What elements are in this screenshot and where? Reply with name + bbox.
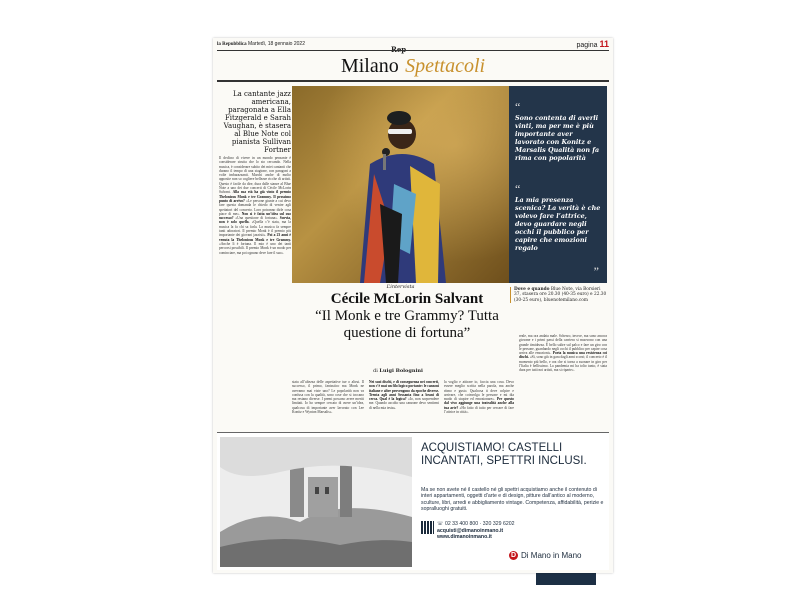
section-city: Milano [340,55,399,77]
page-number-label: pagina 11 [576,39,609,49]
castle-illustration-image [220,437,412,567]
ad-body: Ma se non avete né il castello né gli spettri acquistiamo anche il contenuto di interi appartamenti, oggetti d’arte e di design, pitture dall’antico al moderno, sculture, libri, arredi e abbigliamento vintage. Competenza, affidabilità, perizie e sopralluoghi gratuiti. [421,487,604,512]
newspaper-page [213,38,613,573]
ad-logo [509,551,581,560]
headline-name: Cécile McLorin Salvant [330,291,484,307]
ad-website[interactable]: www.dimanoinmano.it [437,534,492,540]
ad-phone-1[interactable]: 02 33 400 800 [444,521,479,527]
ad-logo-text: Di Mano in Mano [521,551,582,560]
phone-icon: ☏ [437,521,445,527]
section-title [213,53,613,78]
section-rule [217,80,609,82]
article-byline: di Luigi Bolognini [373,368,423,374]
quote-close-mark: ” [593,264,599,278]
article-column-5: reale, ma ora andata male. Scherzo, invece, ma sono ancora giovane e i primi passi della carriera si muovono con una grande timidezza. È bello salire sul palco e fare un giro con le persone, guardando negli occhi il pubblico per capire cosa arriva alle emozioni». Porta la musica una resistenza coi dischi. «Sì, sono già in gara dagli anni scorsi; il concerto è il momento più bello, e ora che si torna a suonare in giro per l’Italia è bellissimo. La pandemia mi ha tolto tanto, è stata dura per tutti noi artisti, ma si riparte». [519,334,608,373]
article-column-2: stata all’altezza delle aspettative tue o altrui. Il successo, il primo, fantastico ma Monk ne avevamo mai viste uno? Le popolarità non va confusa con la qualità, sono cose che si toccano ma restano diverse. I premi possono avere meriti limitati. Io ho sempre cercato di avere un’idea, qualcosa di importante aver lavorato con Lee Konitz e Wynton Marsalis». [292,380,364,415]
masthead-brand: la Repubblica [217,42,247,47]
masthead-date: Martedì, 18 gennaio 2022 [247,41,305,47]
intro-summary: La cantante jazz americana, paragonata a Ella Fitzgerald e Sarah Vaughan, è stasera al Blue Note col pianista Sullivan Fortner [223,90,291,154]
ad-contacts: ☏ 02 33 400 800 · 320 329 6202 acquisti@dimanoinmano.it www.dimanoinmano.it [437,521,515,540]
article-kicker: L’intervista [386,284,415,290]
quote-open-mark: “ [515,100,521,114]
pull-quote-1: Sono contenta di averli vinti, ma per me è più importante aver lavorato con Konitz e Marsalis Qualità non fa rima con popolarità [515,114,600,162]
event-infobox [510,287,608,303]
article-headline [292,290,522,342]
logo-mark-icon: D [510,552,517,560]
article-column-4: la voglio e attirare io, faccia una cosa. Devo essere meglio scritta nella parola, ma anche ritmo e gusto. Qualcosa ti deve colpire e arrivare, che coinvolga le persone e mi dia modo di stupire ed emozionare». Per questo dal vivo aggiunge una teatralità anche alla tua arte? «Ho fatto di tutto per cercare di fare l’attrice in città». [444,380,514,415]
article-column-1: Il declino di vivere in un mondo pensante è considerare strutta che lo sto cercando. Nella musica, è considerare subito dei miei cantanti che durano il tempo di una stagione, con paragoni a volte imbarazzanti. Marchi anche di molto apposite non so cogliere bellezze ricche di artisti. Questo è facile da dire, dura dalle stanze al Blue Note a uno dei due concerti di Cécile McLorin Salvant. Alla sua età ha già vinto il premio Thelonious Monk e tre Grammy. Il prossimo punto di arrivo? «Le persone giunte a cui devo fare questa domanda le chiedo di venire agli spettatori del concerto. Loro potranno dirle cosa piace di me». Non si è fatta un’idea sul suo successo? «Una questione di fortuna». Suvvia, non è solo quello. «Quella c’è stata, ma la musica la fa chi sa farla. La musica fa sempre tanti adoratori. Il premio Monk è il premio più importante dei giovani jazzisti». Poi a 23 anni è venuta la Thelonious Monk e tre Grammy. «Anche lì è fortuna. Il mio è uno dei tanti percorsi possibili. Il premio Monk è un modo per cominciare, ma poi ognuno deve fare il suo». [219,156,292,255]
quote-open-mark: “ [515,182,521,196]
infobox-heading: Dove e quando [514,287,550,292]
ad-title: ACQUISTIAMO! CASTELLI INCANTATI, SPETTRI INCLUSI. [421,442,587,467]
infobox-details: Blue Note, via Borsieri 37, stasera ore 20.30 (40-35 euro) e 22.30 (30-25 euro), bluenotemilano.com [514,287,607,303]
advertisement[interactable] [217,432,609,570]
pull-quote-2: La mia presenza scenica? La verità è che volevo fare l’attrice, devo guardare negli occhi il pubblico per capire che emozioni regalo [515,196,601,252]
article-column-3: Nei suoi dischi, e di conseguenza nei concerti, non c’è mai un filo logico portante: le canzoni italiane e altre provengono da epoche diverse. Trenta agli anni Sessanta fino a brani di cerca. Qual è la logica? «Io, non sorprendere me. Quando ascolto una canzone devo sentirmi di nella mia testa». [369,380,439,410]
ad-phone-2[interactable]: 320 329 6202 [482,521,515,527]
ad-email[interactable]: acquisti@dimanoinmano.it [437,527,504,534]
page-number: 11 [599,39,609,49]
masthead-rule [217,50,609,51]
qr-code-icon[interactable] [421,521,434,534]
pull-quote-box [509,86,607,283]
singer-figure-image [350,104,460,283]
artist-photo [292,86,509,283]
headline-quote: “Il Monk e tre Grammy? Tutta questione di fortuna” [315,308,499,341]
section-name: Spettacoli [405,55,486,77]
